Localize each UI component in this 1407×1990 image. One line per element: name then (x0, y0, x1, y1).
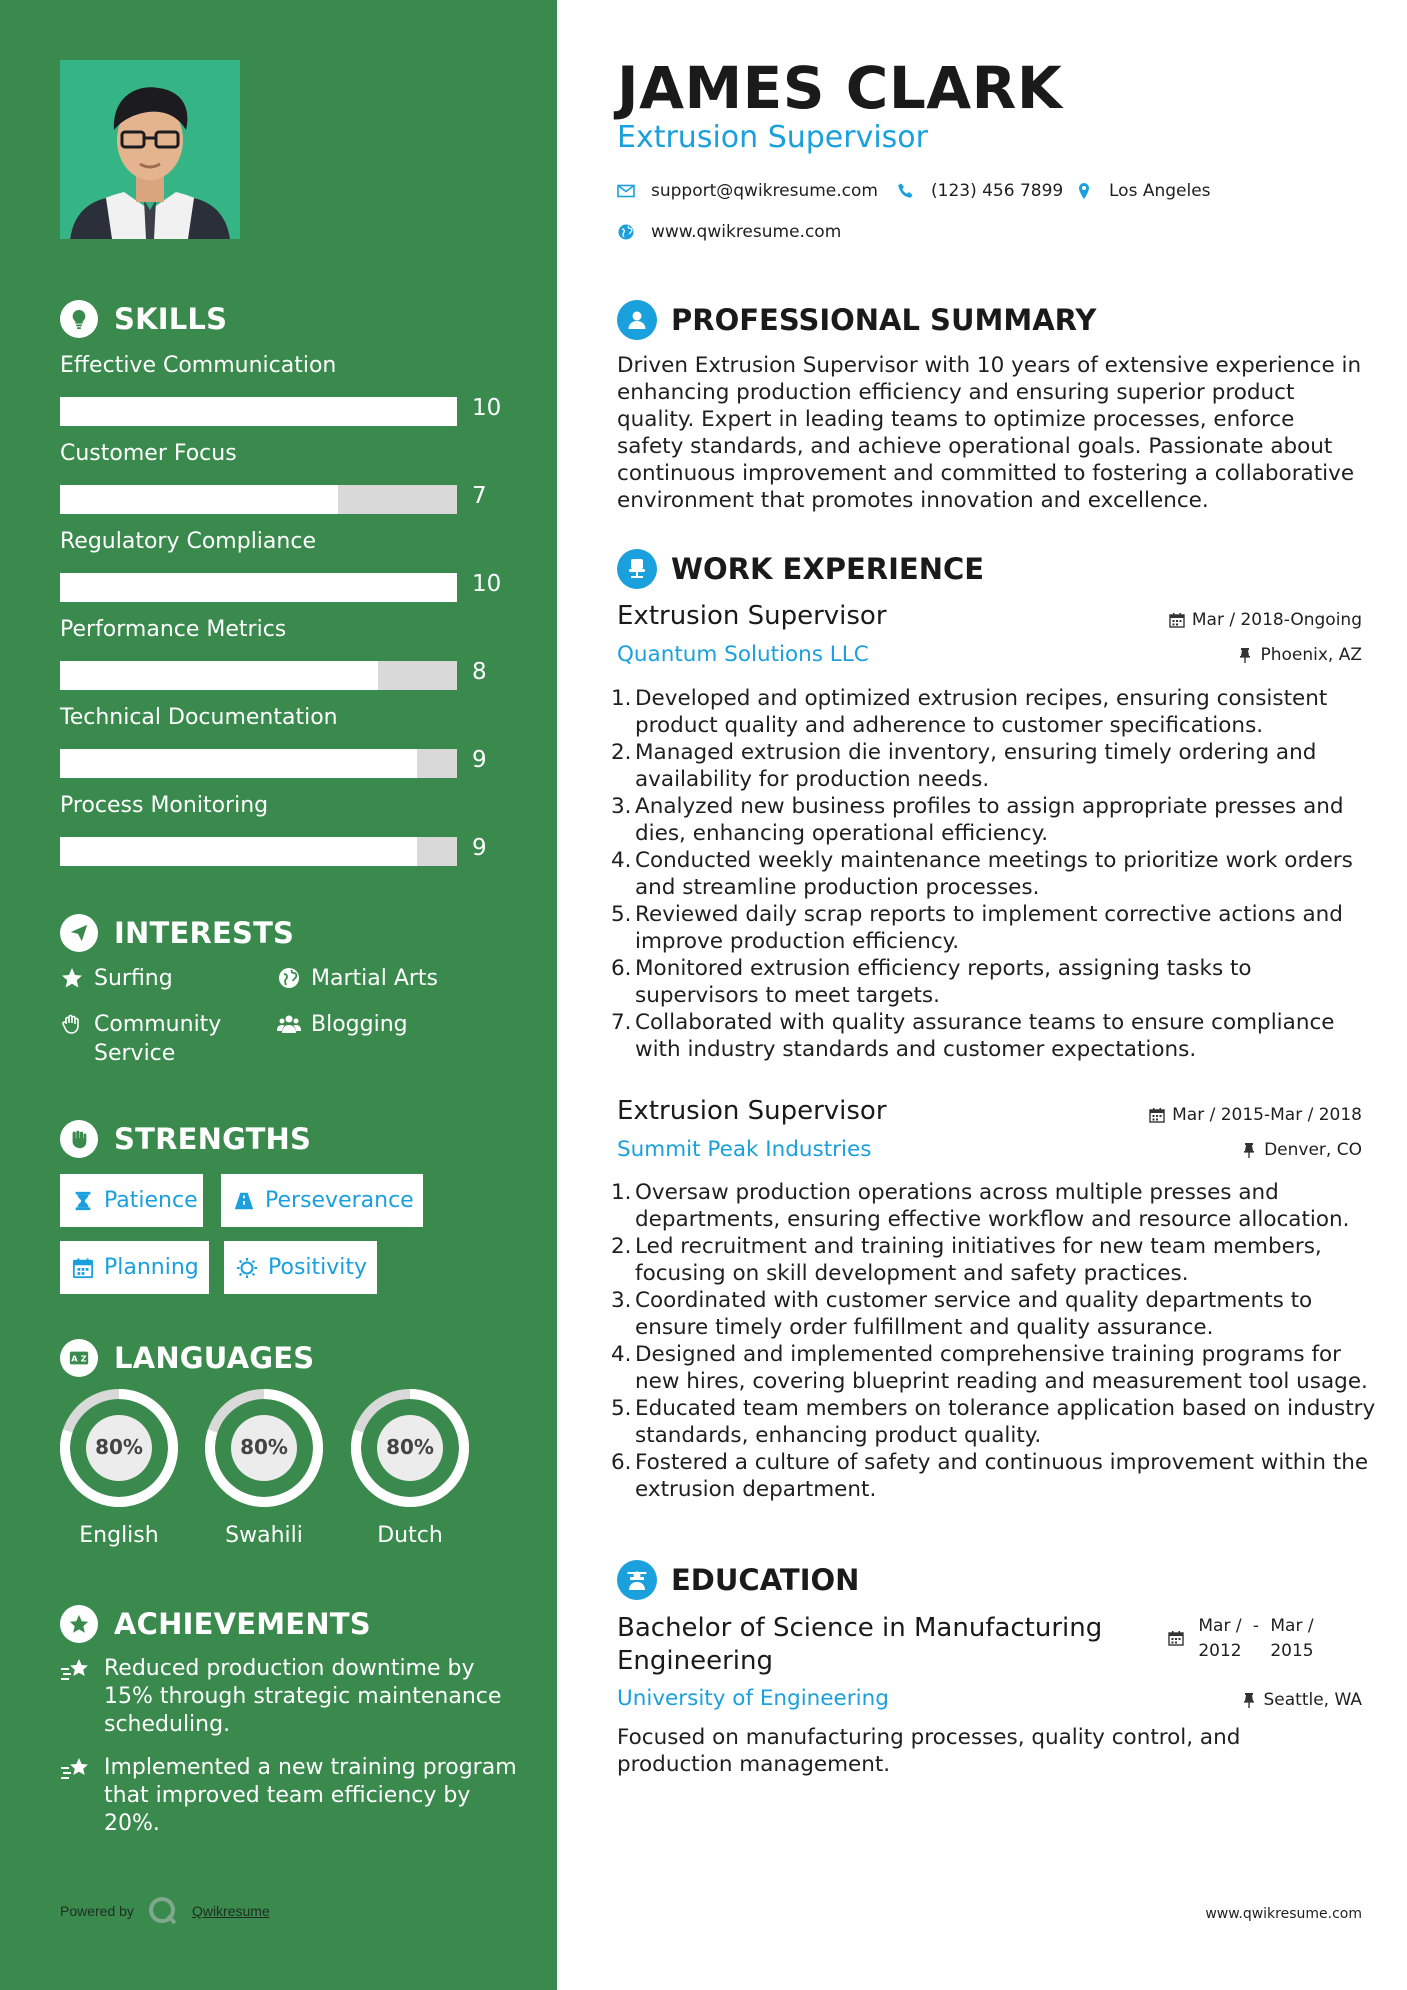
achievement-item (60, 1754, 520, 1838)
language-item (203, 1387, 325, 1548)
education-location-text: Seattle, WA (1263, 1690, 1362, 1710)
strength-tag (60, 1174, 203, 1227)
skill-item (60, 527, 502, 597)
job-duties-list (611, 1179, 1377, 1503)
skill-name: Technical Documentation (60, 705, 338, 730)
skill-name: Effective Communication (60, 353, 337, 378)
duty-text: Fostered a culture of safety and continuous improvement within the extrusion department. (635, 1450, 1369, 1502)
skill-name: Performance Metrics (60, 617, 287, 642)
interest-item (277, 964, 438, 993)
skill-level: 9 (472, 835, 487, 861)
skill-bar-fill (60, 573, 457, 602)
education-dates (1168, 1614, 1320, 1664)
list-item: 6. Monitored extrusion efficiency reports, assigning tasks to supervisors to meet targets. (611, 956, 1252, 1008)
skills-heading (60, 300, 227, 338)
job-dates-text: Mar / 2018-Ongoing (1191, 610, 1362, 630)
degree-title: Bachelor of Science in Manufacturing Engineering (617, 1613, 1103, 1676)
pushpin-icon (1237, 647, 1253, 663)
languages-heading (60, 1339, 314, 1377)
skill-bar (60, 749, 457, 778)
interest-item (60, 1010, 250, 1068)
interest-label: Martial Arts (311, 966, 439, 991)
skill-level: 8 (472, 659, 487, 685)
location-text: Los Angeles (1109, 181, 1211, 201)
skill-name: Customer Focus (60, 441, 237, 466)
strength-label: Perseverance (265, 1188, 414, 1213)
interest-item (60, 964, 173, 993)
duty-text: Coordinated with customer service and quality departments to ensure timely order fulfillment and quality assurance. (635, 1288, 1313, 1340)
skill-name: Regulatory Compliance (60, 529, 316, 554)
shooting-star-icon (60, 1756, 92, 1784)
duty-text: Analyzed new business profiles to assign appropriate presses and dies, enhancing operational efficiency. (635, 794, 1344, 846)
experience-heading (617, 549, 984, 589)
list-item: 6. Fostered a culture of safety and continuous improvement within the extrusion department. (611, 1450, 1369, 1502)
education-description: Focused on manufacturing processes, quality control, and production management. (617, 1725, 1241, 1777)
education-title: EDUCATION (671, 1563, 860, 1597)
list-item: 4. Designed and implemented comprehensive training programs for new hires, covering blueprint reading and measurement tool usage. (611, 1342, 1368, 1394)
email-text[interactable]: support@qwikresume.com (651, 181, 878, 201)
strength-label: Patience (104, 1188, 198, 1213)
summary-title: PROFESSIONAL SUMMARY (671, 303, 1097, 337)
languages-title: LANGUAGES (114, 1341, 315, 1375)
contact-email (617, 181, 878, 201)
duty-text: Oversaw production operations across multiple presses and departments, ensuring effective workflow and resource allocation. (635, 1180, 1350, 1232)
job-title: Extrusion Supervisor (617, 601, 887, 631)
language-percent: 80% (386, 1435, 434, 1459)
phone-icon (897, 182, 915, 200)
list-item: 5. Reviewed daily scrap reports to implement corrective actions and improve production efficiency. (611, 902, 1343, 954)
duty-text: Educated team members on tolerance application based on industry standards, enhancing product quality. (635, 1396, 1376, 1448)
skill-bar (60, 485, 457, 514)
list-item: 2. Managed extrusion die inventory, ensuring timely ordering and availability for production needs. (611, 740, 1317, 792)
job-company: Quantum Solutions LLC (617, 642, 869, 667)
job-dates (1149, 1105, 1362, 1125)
paper-plane-icon (60, 914, 98, 952)
translate-icon (60, 1339, 98, 1377)
skill-item (60, 791, 500, 861)
language-name: Swahili (225, 1523, 303, 1548)
website-text[interactable]: www.qwikresume.com (651, 222, 842, 242)
duty-text: Led recruitment and training initiatives for new team members, focusing on skill development and safety practices. (635, 1234, 1322, 1286)
strength-tag (224, 1241, 377, 1294)
calendar-icon (1149, 1107, 1165, 1123)
interest-label: Surfing (94, 966, 173, 991)
chair-icon (617, 549, 657, 589)
job-location (1241, 1140, 1362, 1160)
list-item: 2. Led recruitment and training initiatives for new team members, focusing on skill development and safety practices. (611, 1234, 1322, 1286)
skill-bar (60, 573, 457, 602)
skill-level: 10 (472, 571, 502, 597)
list-item: 1. Oversaw production operations across multiple presses and departments, ensuring effective workflow and resource allocation. (611, 1180, 1350, 1232)
language-ring (203, 1387, 325, 1509)
skill-level: 7 (472, 483, 487, 509)
education-start: Mar / 2012 (1198, 1616, 1242, 1661)
star-badge-icon (60, 1605, 98, 1643)
achievements-title: ACHIEVEMENTS (114, 1607, 371, 1641)
skill-level: 10 (472, 395, 502, 421)
shooting-star-icon (60, 1657, 92, 1685)
strengths-title: STRENGTHS (114, 1122, 312, 1156)
skill-bar-fill (60, 485, 338, 514)
skill-level: 9 (472, 747, 487, 773)
duty-text: Developed and optimized extrusion recipes, ensuring consistent product quality and adherence to customer specifications. (635, 686, 1328, 738)
fist-icon (60, 1120, 98, 1158)
candidate-role: Extrusion Supervisor (617, 120, 928, 155)
education-end: Mar / 2015 (1270, 1616, 1314, 1661)
qwikresume-logo-icon (148, 1896, 178, 1926)
duty-text: Monitored extrusion efficiency reports, assigning tasks to supervisors to meet targets. (635, 956, 1252, 1008)
footer-url[interactable]: www.qwikresume.com (1205, 1906, 1362, 1922)
language-name: Dutch (377, 1523, 443, 1548)
achievements-heading (60, 1605, 371, 1643)
phone-text[interactable]: (123) 456 7899 (931, 181, 1064, 201)
svg-text:A: A (71, 1353, 78, 1364)
achievement-text: Reduced production downtime by 15% through strategic maintenance scheduling. (104, 1656, 502, 1737)
job-company: Summit Peak Industries (617, 1137, 872, 1162)
achievement-item (60, 1655, 520, 1739)
powered-by-label: Powered by (60, 1903, 134, 1919)
school-name: University of Engineering (617, 1686, 889, 1711)
user-icon (617, 300, 657, 340)
job-dates-text: Mar / 2015-Mar / 2018 (1172, 1105, 1362, 1125)
strength-tag (60, 1241, 209, 1294)
contact-website (617, 222, 841, 242)
duty-text: Conducted weekly maintenance meetings to prioritize work orders and streamline production processes. (635, 848, 1353, 900)
strength-label: Planning (104, 1255, 199, 1280)
language-item (349, 1387, 471, 1548)
profile-photo (60, 60, 240, 239)
pushpin-icon (1241, 1142, 1257, 1158)
strength-tag (221, 1174, 423, 1227)
job-dates (1169, 610, 1362, 630)
skill-name: Process Monitoring (60, 793, 269, 818)
job-location (1237, 645, 1362, 665)
list-item: 7. Collaborated with quality assurance teams to ensure compliance with industry standards and customer expectations. (611, 1010, 1335, 1062)
list-item: 5. Educated team members on tolerance application based on industry standards, enhancing product quality. (611, 1396, 1376, 1448)
map-pin-icon (1075, 182, 1093, 200)
globe-icon (617, 223, 635, 241)
interests-heading (60, 914, 294, 952)
skill-bar-fill (60, 749, 417, 778)
road-icon (233, 1190, 255, 1212)
calendar-icon (1169, 612, 1185, 628)
sidebar (0, 0, 557, 1990)
language-ring (349, 1387, 471, 1509)
star-icon (60, 966, 84, 990)
education-location (1241, 1690, 1363, 1710)
calendar-icon (1168, 1630, 1184, 1646)
duty-text: Reviewed daily scrap reports to implement corrective actions and improve production efficiency. (635, 902, 1343, 954)
users-icon (277, 1012, 301, 1036)
hand-icon (60, 1012, 84, 1036)
interest-label: Blogging (311, 1012, 408, 1037)
skills-title: SKILLS (114, 302, 228, 336)
summary-heading (617, 300, 1096, 340)
brand-link[interactable]: Qwikresume (191, 1903, 270, 1919)
education-heading (617, 1560, 859, 1600)
duty-text: Collaborated with quality assurance teams to ensure compliance with industry standards and customer expectations. (635, 1010, 1335, 1062)
list-item: 4. Conducted weekly maintenance meetings to prioritize work orders and streamline production processes. (611, 848, 1353, 900)
date-separator: - (1252, 1616, 1260, 1636)
list-item: 3. Analyzed new business profiles to assign appropriate presses and dies, enhancing operational efficiency. (611, 794, 1344, 846)
skill-bar-fill (60, 837, 417, 866)
interest-item (277, 1010, 408, 1039)
contact-location (1075, 181, 1211, 201)
duty-text: Designed and implemented comprehensive training programs for new hires, covering blueprint reading and measurement tool usage. (635, 1342, 1368, 1394)
skill-item (60, 351, 502, 421)
powered-by (60, 1896, 270, 1926)
experience-title: WORK EXPERIENCE (671, 552, 985, 586)
envelope-icon (617, 182, 635, 200)
job-duties-list (611, 685, 1377, 1063)
summary-text: Driven Extrusion Supervisor with 10 years of extensive experience in enhancing production efficiency and ensuring superior product quality. Expert in leading teams to optimize processes, enforce safety standards, and achieve operational goals. Passionate about continuous improvement and committed to fostering a collaborative environment that promotes innovation and excellence. (617, 353, 1362, 513)
strength-label: Positivity (268, 1255, 368, 1280)
skill-item (60, 703, 500, 773)
skill-bar (60, 661, 457, 690)
job-title: Extrusion Supervisor (617, 1096, 887, 1126)
job-location-text: Phoenix, AZ (1260, 645, 1362, 665)
sun-icon (236, 1257, 258, 1279)
language-percent: 80% (95, 1435, 143, 1459)
main-content (557, 0, 1407, 1990)
language-item (58, 1387, 180, 1548)
skill-bar-fill (60, 661, 378, 690)
calendar-icon (72, 1257, 94, 1279)
pushpin-icon (1241, 1692, 1257, 1708)
svg-text:Z: Z (80, 1353, 87, 1364)
language-percent: 80% (240, 1435, 288, 1459)
language-name: English (79, 1523, 159, 1548)
hourglass-icon (72, 1190, 94, 1212)
interests-title: INTERESTS (114, 916, 295, 950)
interest-label: Community Service (94, 1012, 222, 1066)
skill-bar (60, 837, 457, 866)
skill-item (60, 615, 500, 685)
duty-text: Managed extrusion die inventory, ensuring timely ordering and availability for production needs. (635, 740, 1317, 792)
lightbulb-icon (60, 300, 98, 338)
candidate-name: JAMES CLARK (617, 54, 1063, 122)
globe-icon (277, 966, 301, 990)
graduation-icon (617, 1560, 657, 1600)
list-item: 1. Developed and optimized extrusion recipes, ensuring consistent product quality and adherence to customer specifications. (611, 686, 1328, 738)
skill-item (60, 439, 500, 509)
list-item: 3. Coordinated with customer service and quality departments to ensure timely order fulfillment and quality assurance. (611, 1288, 1313, 1340)
strengths-heading (60, 1120, 311, 1158)
language-ring (58, 1387, 180, 1509)
skill-bar-fill (60, 397, 457, 426)
job-location-text: Denver, CO (1264, 1140, 1362, 1160)
contact-phone (897, 181, 1063, 201)
skill-bar (60, 397, 457, 426)
avatar (60, 60, 240, 239)
achievement-text: Implemented a new training program that improved team efficiency by 20%. (104, 1755, 517, 1836)
